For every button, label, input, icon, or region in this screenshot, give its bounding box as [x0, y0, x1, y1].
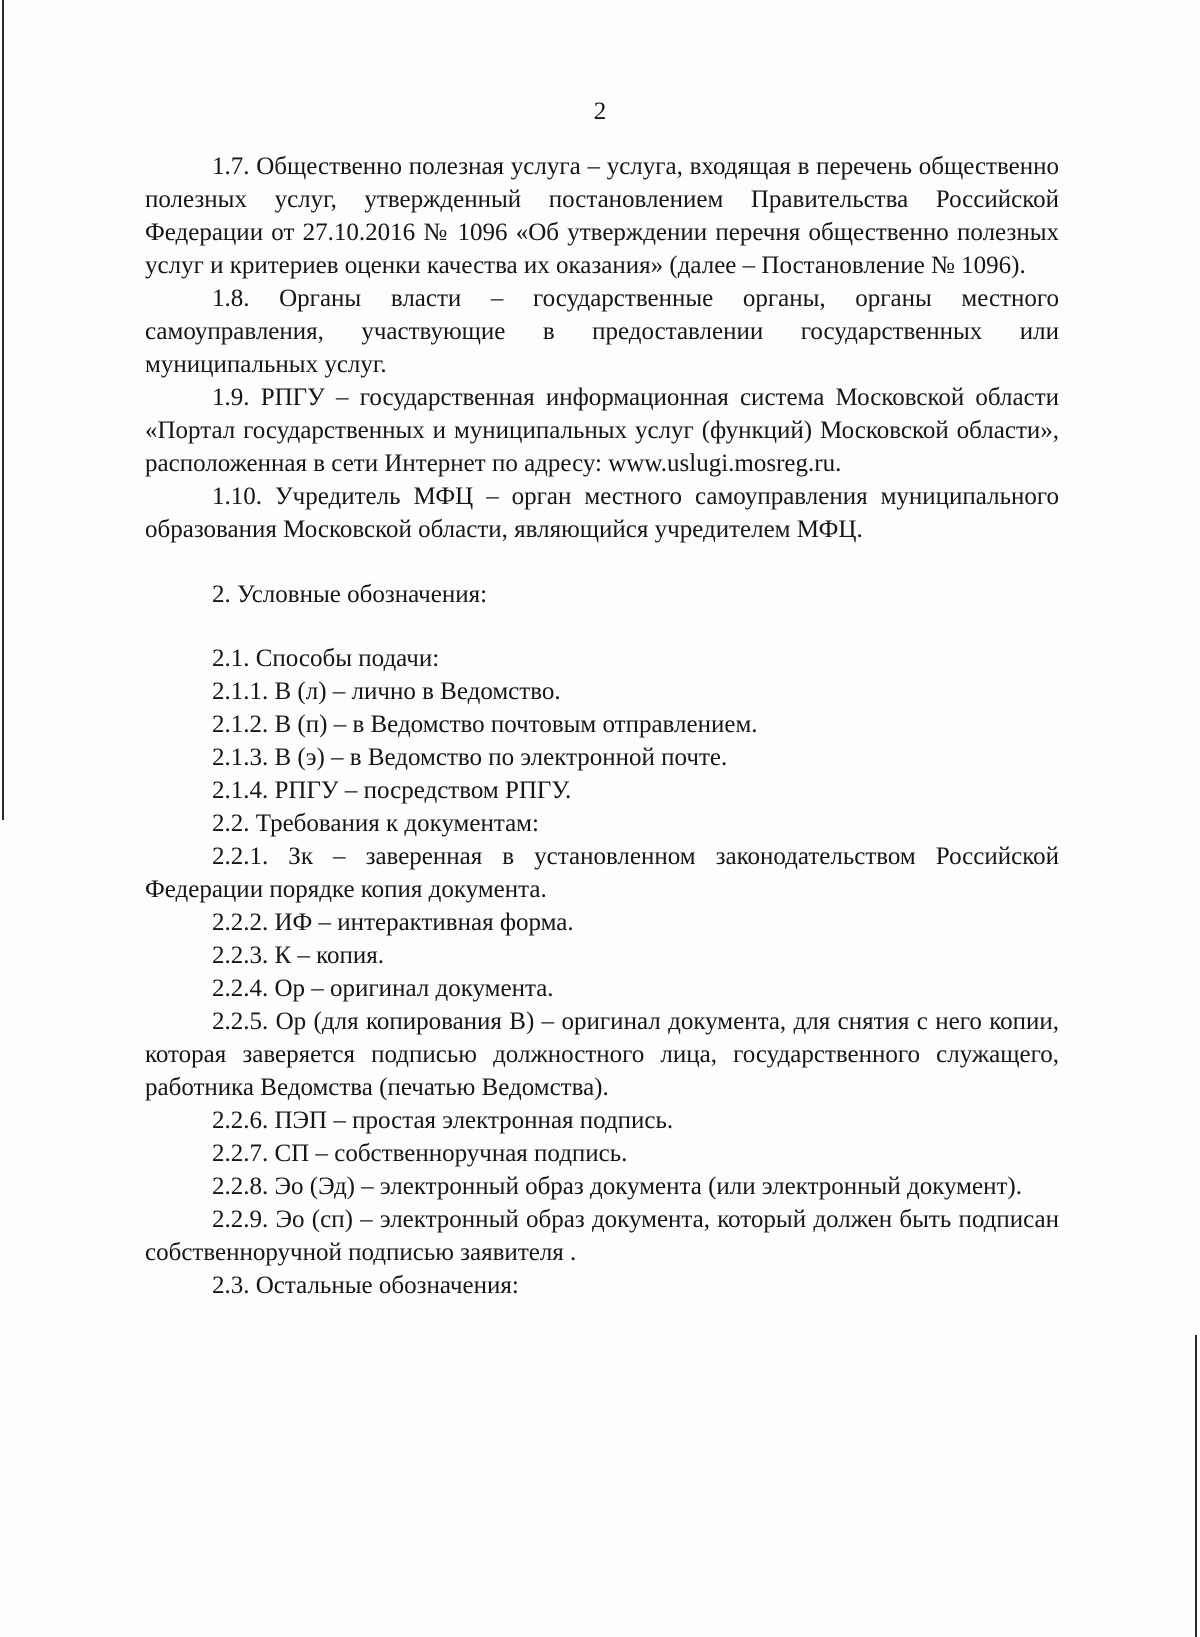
spacer	[145, 546, 1059, 578]
page-number: 2	[593, 98, 607, 125]
document-body	[145, 150, 1059, 1302]
paragraph-2-2-2: 2.2.2. ИФ – интерактивная форма.	[212, 909, 574, 936]
paragraph-1-7: 1.7. Общественно полезная услуга – услуга, входящая в перечень общественно полезных услуг, утвержденный постановлением Правительства Российской Федерации от 27.10.2016 № 1096 «Об утверждении перечня общественно полезных услуг и критериев оценки качества их оказания» (далее – Постановление № 1096).	[145, 153, 1059, 279]
paragraph-2-1-2: 2.1.2. В (п) – в Ведомство почтовым отправлением.	[212, 711, 758, 738]
paragraph-2-2: 2.2. Требования к документам:	[212, 810, 539, 837]
paragraph-2-3: 2.3. Остальные обозначения:	[212, 1272, 519, 1299]
scan-edge-right	[1195, 1335, 1197, 1637]
paragraph-2-2-8: 2.2.8. Эо (Эд) – электронный образ документа (или электронный документ).	[212, 1173, 1022, 1200]
paragraph-2-2-9: 2.2.9. Эо (сп) – электронный образ документа, который должен быть подписан собственноручной подписью заявителя .	[145, 1206, 1059, 1266]
paragraph-2-1-1: 2.1.1. В (л) – лично в Ведомство.	[212, 678, 561, 705]
paragraph-2-1: 2.1. Способы подачи:	[212, 645, 440, 672]
paragraph-2-2-7: 2.2.7. СП – собственноручная подпись.	[212, 1140, 628, 1167]
paragraph-2-2-3: 2.2.3. К – копия.	[212, 942, 385, 969]
paragraph-2-1-3: 2.1.3. В (э) – в Ведомство по электронной почте.	[212, 744, 728, 771]
section-heading-2: 2. Условные обозначения:	[212, 581, 488, 608]
paragraph-2-1-4: 2.1.4. РПГУ – посредством РПГУ.	[212, 777, 572, 804]
paragraph-2-2-5: 2.2.5. Ор (для копирования В) – оригинал документа, для снятия с него копии, которая заверяется подписью должностного лица, государственного служащего, работника Ведомства (печатью Ведомства).	[145, 1008, 1059, 1101]
paragraph-1-9: 1.9. РПГУ – государственная информационная система Московской области «Портал государственных и муниципальных услуг (функций) Московской области», расположенная в сети Интернет по адресу: www.uslugi.mosreg.ru.	[145, 384, 1059, 477]
paragraph-2-2-6: 2.2.6. ПЭП – простая электронная подпись.	[212, 1107, 674, 1134]
spacer	[145, 611, 1059, 642]
paragraph-1-10: 1.10. Учредитель МФЦ – орган местного самоуправления муниципального образования Московской области, являющийся учредителем МФЦ.	[145, 483, 1059, 543]
paragraph-2-2-4: 2.2.4. Ор – оригинал документа.	[212, 975, 554, 1002]
paragraph-2-2-1: 2.2.1. Зк – заверенная в установленном законодательством Российской Федерации порядке копия документа.	[145, 843, 1059, 903]
paragraph-1-8: 1.8. Органы власти – государственные органы, органы местного самоуправления, участвующие в предоставлении государственных или муниципальных услуг.	[145, 285, 1059, 378]
